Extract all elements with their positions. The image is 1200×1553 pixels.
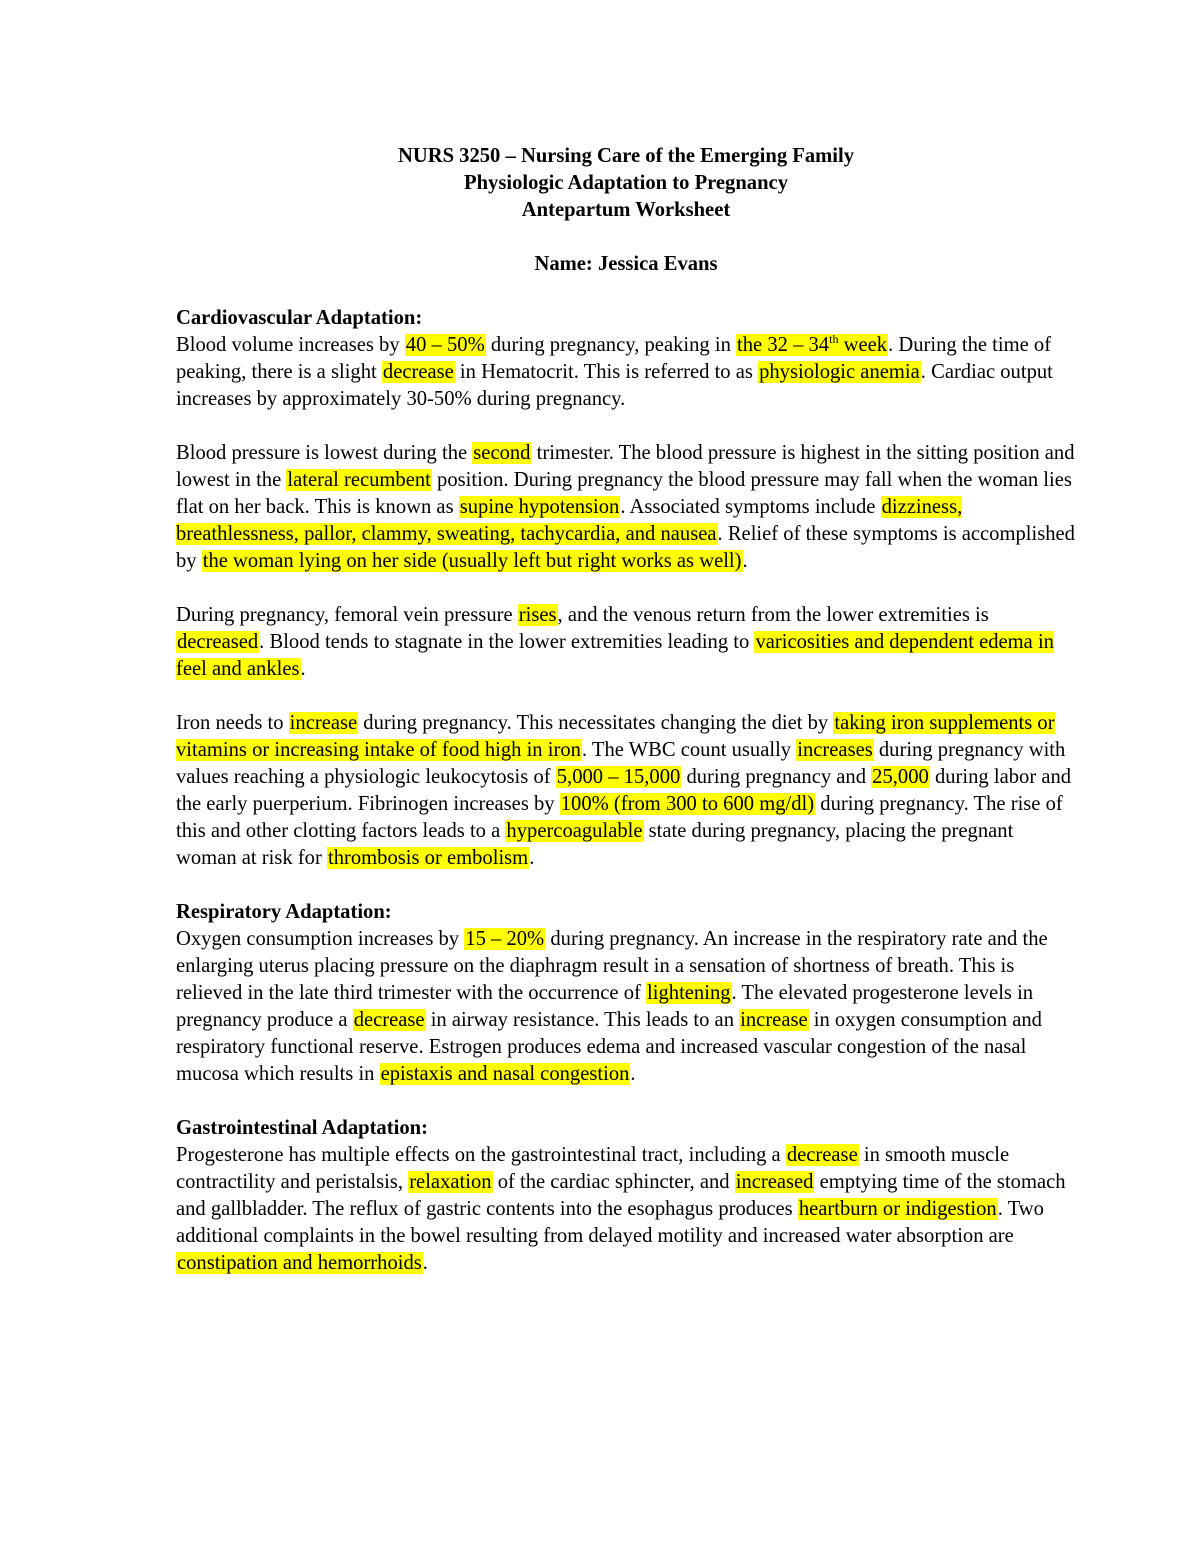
cardio-paragraph-blood-pressure: Blood pressure is lowest during the second trimester. The blood pressure is highest in the sitting position and lowest in the lateral recumbent position. During pregnancy the blood pressure may fall when the woman lies flat on her back. This is known as supine hypotension. Associated symptoms include dizziness, breathlessness, pallor, clammy, sweating, tachycardia, and nausea. Relief of these symptoms is accomplished by the woman lying on her side (usually left but right works as well). [176,442,1075,572]
cardio-paragraph-venous-return: During pregnancy, femoral vein pressure rises, and the venous return from the lower extremities is decreased. Blood tends to stagnate in the lower extremities leading to varicosities and dependent edema in feel and ankles. [176,604,1054,680]
respiratory-paragraph: Oxygen consumption increases by 15 – 20% during pregnancy. An increase in the respiratory rate and the enlarging uterus placing pressure on the diaphragm result in a sensation of shortness of breath. This is relieved in the late third trimester with the occurrence of lightening. The elevated progesterone levels in pregnancy produce a decrease in airway resistance. This leads to an increase in oxygen consumption and respiratory functional reserve. Estrogen produces edema and increased vascular congestion of the nasal mucosa which results in epistaxis and nasal congestion. [176,928,1048,1085]
answer-highlight: hypercoagulable [506,820,643,842]
gastrointestinal-section [176,1115,1076,1277]
answer-highlight: increased [735,1171,814,1193]
gastrointestinal-paragraph: Progesterone has multiple effects on the gastrointestinal tract, including a decrease in smooth muscle contractility and peristalsis, relaxation of the cardiac sphincter, and increased emptying time of the stomach and gallbladder. The reflux of gastric contents into the esophagus produces heartburn or indigestion. Two additional complaints in the bowel resulting from delayed motility and increased water absorption are constipation and hemorrhoids. [176,1144,1066,1274]
cardiovascular-heading: Cardiovascular Adaptation: [176,307,423,329]
answer-highlight: decreased [177,631,259,653]
answer-highlight: physiologic anemia [759,361,920,383]
cardiovascular-section [176,305,1076,872]
answer-highlight: 40 – 50% [405,334,485,356]
answer-highlight: 25,000 [872,766,929,788]
answer-highlight: epistaxis and nasal congestion [380,1063,630,1085]
answer-highlight: the woman lying on her side (usually left but right works as well) [202,550,742,572]
answer-highlight: second [473,442,531,464]
cardio-paragraph-iron-wbc: Iron needs to increase during pregnancy. This necessitates changing the diet by taking iron supplements or vitamins or increasing intake of food high in iron. The WBC count usually increases during pregnancy with values reaching a physiologic leukocytosis of 5,000 – 15,000 during pregnancy and 25,000 during labor and the early puerperium. Fibrinogen increases by 100% (from 300 to 600 mg/dl) during pregnancy. The rise of this and other clotting factors leads to a hypercoagulable state during pregnancy, placing the pregnant woman at risk for thrombosis or embolism. [176,712,1072,869]
answer-highlight: decrease [786,1144,858,1166]
answer-highlight: decrease [382,361,454,383]
answer-highlight: lateral recumbent [287,469,431,491]
course-title: NURS 3250 – Nursing Care of the Emerging Family [397,145,855,167]
respiratory-section [176,899,1076,1088]
answer-highlight: 5,000 – 15,000 [556,766,681,788]
gastrointestinal-heading: Gastrointestinal Adaptation: [176,1117,428,1139]
answer-highlight: increases [797,739,873,761]
respiratory-heading: Respiratory Adaptation: [176,901,392,923]
answer-highlight: relaxation [409,1171,492,1193]
answer-highlight: 15 – 20% [465,928,545,950]
answer-highlight: taking iron supplements or vitamins or increasing intake of food high in iron [176,712,1055,761]
answer-highlight: constipation and hemorrhoids [177,1252,422,1274]
topic-title: Physiologic Adaptation to Pregnancy [464,172,788,194]
worksheet-page [176,143,1076,1277]
answer-highlight: varicosities and dependent edema in feel and ankles [176,631,1054,680]
worksheet-title: Antepartum Worksheet [521,199,731,221]
answer-highlight: heartburn or indigestion [798,1198,997,1220]
answer-highlight: supine hypotension [459,496,620,518]
answer-highlight: 100% (from 300 to 600 mg/dl) [560,793,815,815]
answer-highlight: lightening [647,982,731,1004]
answer-highlight: increase [740,1009,808,1031]
answer-highlight: increase [289,712,358,734]
student-name: Name: Jessica Evans [534,253,718,275]
answer-highlight: dizziness, breathlessness, pallor, clammy, sweating, tachycardia, and nausea [176,496,963,545]
answer-highlight: decrease [353,1009,425,1031]
cardio-paragraph-blood-volume: Blood volume increases by 40 – 50% during pregnancy, peaking in the 32 – 34th week. During the time of peaking, there is a slight decrease in Hematocrit. This is referred to as physiologic anemia. Cardiac output increases by approximately 30-50% during pregnancy. [176,332,1053,410]
title-block [176,143,1076,278]
answer-highlight: thrombosis or embolism [327,847,529,869]
answer-highlight: the 32 – 34th week [737,332,888,356]
answer-highlight: rises [518,604,557,626]
